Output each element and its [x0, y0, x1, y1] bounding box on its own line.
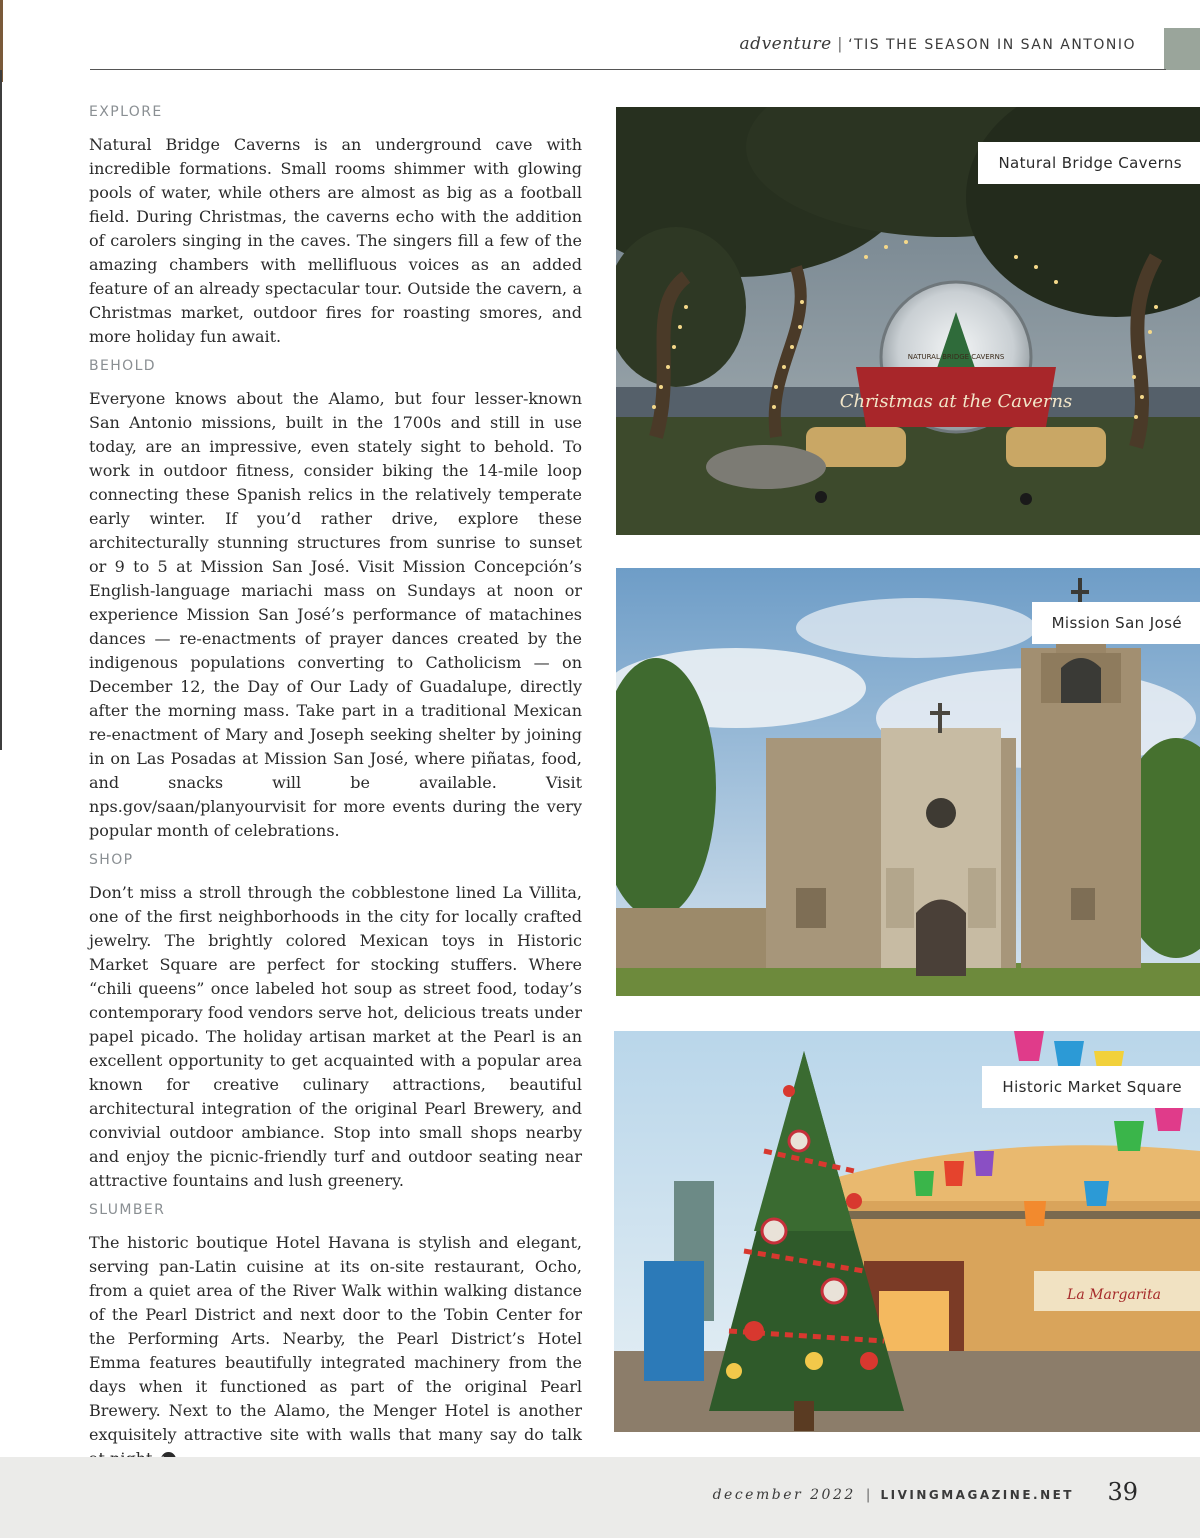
section-heading-shop: SHOP [89, 852, 134, 868]
header-rule [90, 69, 1166, 70]
sign-small-text: NATURAL BRIDGE CAVERNS [907, 353, 1005, 361]
sign-la-margarita: La Margarita [1067, 1287, 1161, 1303]
caption-natural-bridge-caverns: Natural Bridge Caverns [978, 142, 1200, 184]
section-tab [1164, 28, 1200, 70]
left-edge-line [0, 70, 2, 750]
footer-month: december 2022 [712, 1487, 856, 1503]
article-body [89, 104, 582, 1480]
sign-christmas-caverns: Christmas at the Caverns [839, 391, 1073, 412]
header-title: ‘TIS THE SEASON IN SAN ANTONIO [848, 37, 1136, 53]
paragraph-slumber-text: The historic boutique Hotel Havana is stylish and elegant, serving pan-Latin cuisine at its on-site restaurant, Ocho, from a quiet area of the River Walk within walking distance of the Pearl District and next door to the Tobin Center for the Performing Arts. Nearby, the Pearl District’s Hotel Emma features beautifully integrated machinery from the days when it functioned as part of the original Pearl Brewery. Next to the Alamo, the Menger Hotel is another exquisitely attractive site with walls that many say do talk [89, 1233, 582, 1444]
paragraph-shop: Don’t miss a stroll through the cobblestone lined La Villita, one of the first neighborhoods in the city for locally crafted jewelry. The brightly colored Mexican toys in Historic Market Square are perfect for stocking stuffers. Where “chili queens” once labeled hot soup as street food, today’s contemporary food vendors serve hot, delicious treats under papel picado. The holiday artisan market at the Pearl is an excellent opportunity to get acquainted with a popular area known for creative culinary attractions, beautiful architectural integration of the original Pearl Brewery, and convivial outdoor ambiance. Stop into small shops nearby and enjoy the picnic-friendly turf and outdoor seating near attractive fountains and lush greenery. [89, 883, 582, 1190]
paragraph-slumber [89, 1231, 582, 1471]
footer-folio [713, 1487, 1074, 1503]
footer-site: LIVINGMAGAZINE.NET [880, 1488, 1074, 1502]
section-heading-slumber: SLUMBER [89, 1202, 166, 1218]
paragraph-behold: Everyone knows about the Alamo, but four lesser-known San Antonio missions, built in the 1700s and still in use today, are an impressive, even stately sight to behold. To work in outdoor fitness, consider biking the 14-mile loop connecting these Spanish relics in the relatively temperate early winter. If you’d rather drive, explore these architecturally stunning structures from sunrise to sunset or 9 to 5 at Mission San José. Visit Mission Concepción’s English-language mariachi mass on Sundays at noon or experience Mission San José’s performance of matachines dances — re-enactments of prayer dances created by the indigenous populations converting to Catholicism — on December 12, the Day of Our Lady of Guadalupe, directly after the morning mass. Take part in a traditional Mexican re-enactment of Mary and Joseph seeking shelter by joining in on Las Posadas at Mission San José, where piñatas, food, and snacks will be available. Visit nps.gov/saan/planyourvisit for more events during the very popular month of celebrations. [89, 389, 582, 840]
paragraph-explore: Natural Bridge Caverns is an underground cave with incredible formations. Small rooms shimmer with glowing pools of water, while others are almost as big as a football field. During Christmas, the caverns echo with the addition of carolers singing in the caves. The singers fill a few of the amazing chambers with mellifluous voices as an added feature of an already spectacular tour. Outside the cavern, a Christmas market, outdoor fires for roasting smores, and more holiday fun await. [89, 135, 582, 346]
header-section: adventure [739, 34, 832, 54]
running-header [740, 34, 1136, 54]
section-heading-explore: EXPLORE [89, 104, 163, 120]
caption-mission-san-jose: Mission San José [1032, 602, 1200, 644]
page-number: 39 [1107, 1478, 1138, 1506]
section-heading-behold: BEHOLD [89, 358, 156, 374]
photo-historic-market-square [614, 1031, 1200, 1432]
photo-mission-san-jose [616, 568, 1200, 996]
photo-natural-bridge-caverns [616, 107, 1200, 535]
caption-historic-market-square: Historic Market Square [982, 1066, 1200, 1108]
header-separator: | [837, 34, 843, 53]
footer-separator: | [865, 1487, 871, 1503]
